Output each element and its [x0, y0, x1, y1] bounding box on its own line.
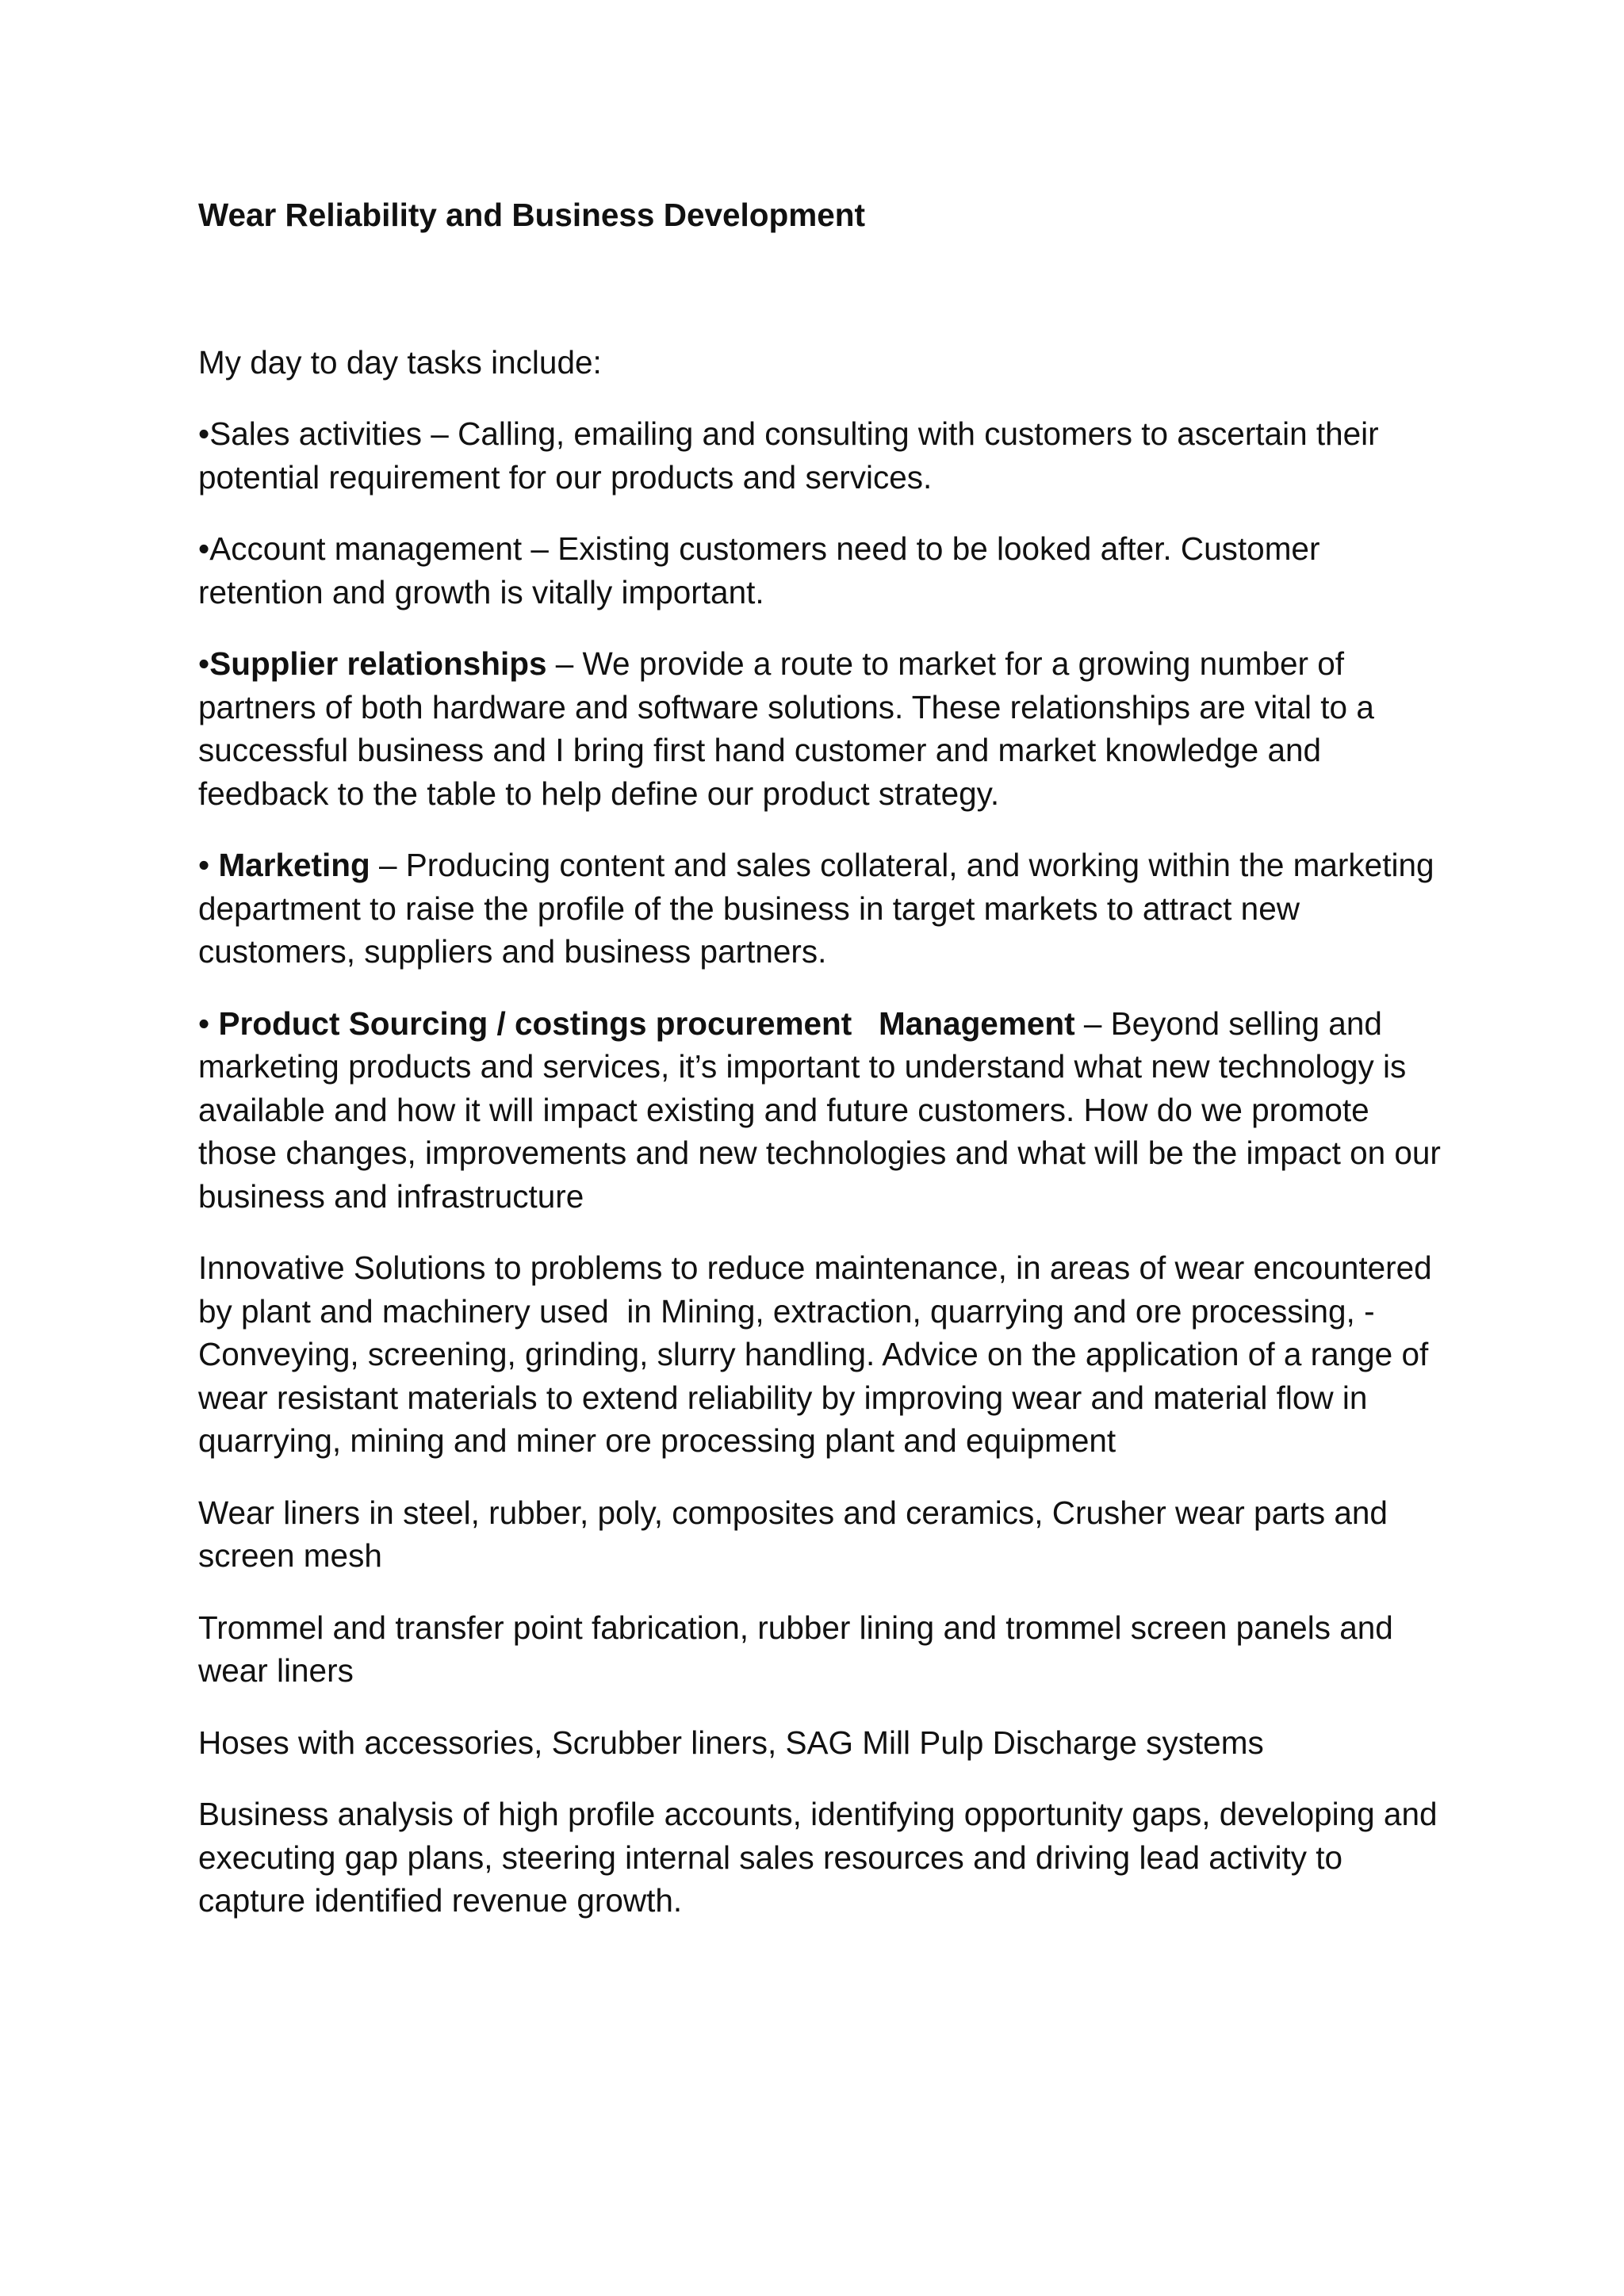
task-heading: Marketing	[218, 847, 370, 883]
task-item-account-management	[198, 527, 1451, 614]
bullet: •	[198, 415, 210, 452]
task-heading: Supplier relationships	[209, 645, 547, 682]
document-title: Wear Reliability and Business Development	[198, 197, 866, 233]
task-item-product-sourcing	[198, 1002, 1451, 1219]
task-item-marketing	[198, 844, 1451, 974]
task-text: Sales activities – Calling, emailing and consulting with customers to ascertain their potential requirement for our products and services.	[198, 415, 1379, 496]
intro-line: My day to day tasks include:	[198, 343, 602, 381]
task-text: Account management – Existing customers need to be looked after. Customer retention and growth is vitally important.	[198, 530, 1320, 610]
paragraph-innovative-solutions: Innovative Solutions to problems to reduce maintenance, in areas of wear encountered by plant and machinery used in Mining, extraction, quarrying and ore processing, - Conveying, screening, grinding, slurry handling. Advice on the application of a range of wear resistant materials to extend reliability by improving wear and material flow in quarrying, mining and miner ore processing plant and equipment	[198, 1249, 1441, 1459]
paragraph-business-analysis: Business analysis of high profile accounts, identifying opportunity gaps, developing and executing gap plans, steering internal sales resources and driving lead activity to capture identified revenue growth.	[198, 1796, 1438, 1919]
document-body	[198, 193, 1451, 1923]
bullet: •	[198, 645, 210, 682]
task-item-sales	[198, 412, 1451, 499]
bullet: •	[198, 1004, 219, 1042]
task-heading: Product Sourcing / costings procurement Management	[218, 1004, 1075, 1042]
paragraph-trommel: Trommel and transfer point fabrication, rubber lining and trommel screen panels and wear liners	[198, 1609, 1393, 1689]
paragraph-hoses: Hoses with accessories, Scrubber liners, SAG Mill Pulp Discharge systems	[198, 1724, 1264, 1761]
bullet: •	[198, 847, 219, 883]
task-text: – Beyond selling and marketing products and services, it’s important to understand what new technology is available and how it will impact existing and future customers. How do we promote those changes, improvements and new technologies and what will be the impact on our business and infrastructure	[198, 1004, 1441, 1215]
task-text: – Producing content and sales collateral, and working within the marketing department to raise the profile of the business in target markets to attract new customers, suppliers and business partners.	[198, 847, 1434, 970]
task-item-supplier-relationships	[198, 642, 1451, 815]
paragraph-wear-liners: Wear liners in steel, rubber, poly, composites and ceramics, Crusher wear parts and screen mesh	[198, 1494, 1388, 1574]
bullet: •	[198, 530, 210, 567]
task-text: – We provide a route to market for a growing number of partners of both hardware and software solutions. These relationships are vital to a successful business and I bring first hand customer and market knowledge and feedback to the table to help define our product strategy.	[198, 645, 1374, 812]
